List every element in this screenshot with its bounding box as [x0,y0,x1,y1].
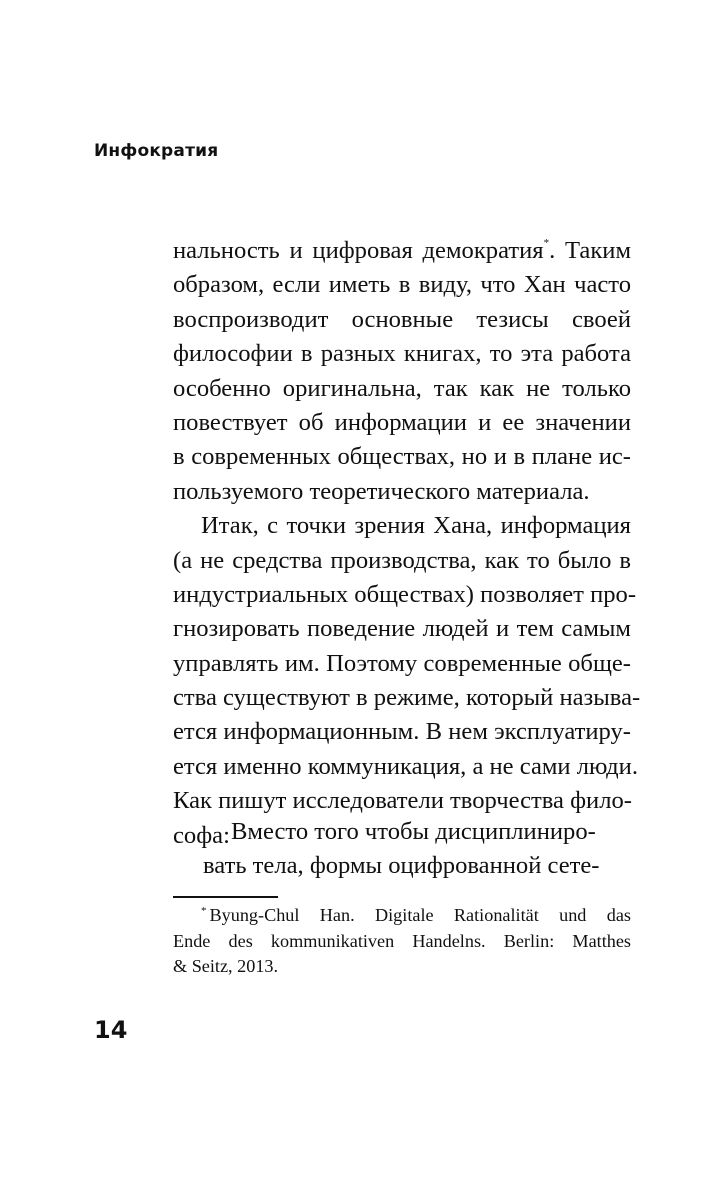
text-line: индустриальных обществах) позволяет про- [173,580,637,608]
footnote [173,903,631,980]
quote-line: Вместо того чтобы дисциплиниро- [231,818,596,845]
running-head-title: Инфократия [94,141,219,161]
block-quote [203,815,599,882]
footnote-line: Ende des kommunikativen Handelns. Berlin: Matthes [173,930,631,951]
text-line: ется именно коммуникация, а не сами люди. [173,752,638,780]
footnote-reference: * [543,237,550,249]
text-line: (а не средства производства, как то было в [173,546,631,574]
text-line: гнозировать поведение людей и тем самым [173,615,631,643]
text-line: Как пишут исследователи творчества фило- [173,787,632,815]
main-text [173,234,641,853]
text-line: ется информационным. В нем эксплуатиру- [173,718,631,746]
text-line: образом, если иметь в виду, что Хан часто [173,271,631,299]
text-line: философии в разных книгах, то эта работа [173,340,631,368]
text-line: в современных обществах, но и в плане ис- [173,443,631,471]
footnote-line: * Byung-Chul Han. Digitale Rationalität und das [201,905,631,925]
text-line: софа: [173,821,230,849]
footnote-mark: * [201,905,207,917]
text-line: особенно оригинальна, так как не только [173,374,631,402]
text-line: ства существуют в режиме, который называ- [173,684,641,712]
text-line: повествует об информации и ее значении [173,408,631,436]
text-line: управлять им. Поэтому современные обще- [173,649,631,677]
footnote-divider [173,896,278,898]
quote-line: вать тела, формы оцифрованной сете- [203,851,600,879]
footnote-line: & Seitz, 2013. [173,956,279,976]
text-line: воспроизводит основные тезисы своей [173,305,631,333]
page-number: 14 [94,1016,128,1044]
text-line: нальность и цифровая демократия*. Таким [173,237,632,264]
text-line: пользуемого теоретического материала. [173,477,590,505]
text-line: Итак, с точки зрения Хана, информация [201,512,631,540]
